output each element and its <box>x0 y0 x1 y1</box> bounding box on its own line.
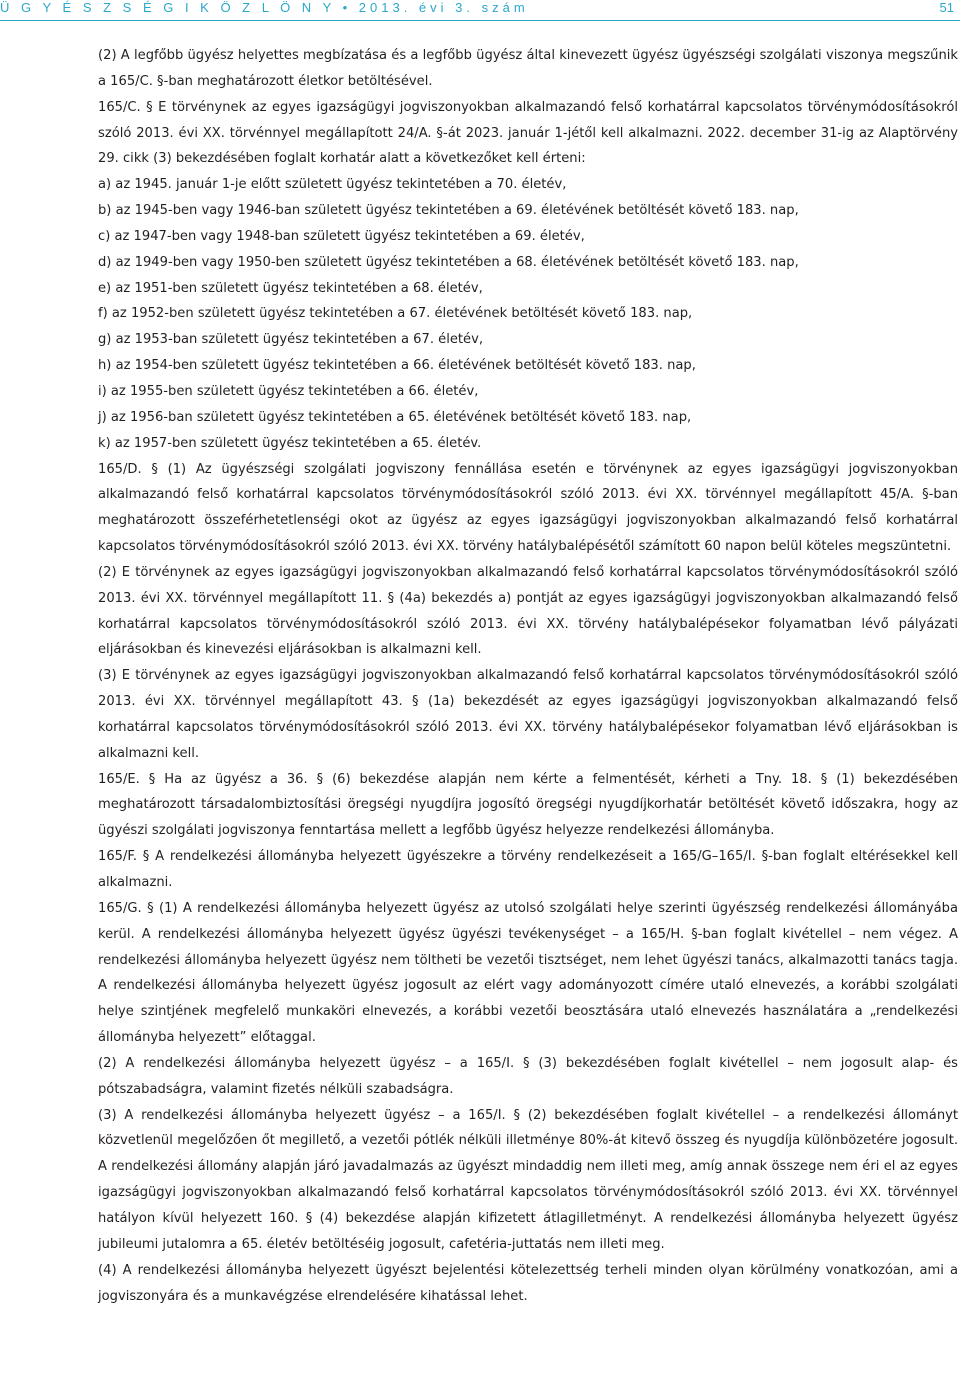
paragraph: 165/D. § (1) Az ügyészségi szolgálati jogviszony fennállása esetén e törvénynek az egyes igazságügyi jogviszonyokban alkalmazandó felső korhatárral kapcsolatos törvénymódosításokról szóló 2013. évi XX. törvénnyel megállapított 45/A. §-ban meghatározott összeférhetetlenségi okot az ügyész az egyes igazságügyi jogviszonyokban alkalmazandó felső korhatárral kapcsolatos törvénymódosításokról szóló 2013. évi XX. törvény hatálybalépésétől számított 60 napon belül köteles megszüntetni. <box>98 461 958 555</box>
list-item: f) az 1952-ben született ügyész tekintetében a 67. életévének betöltését követő 183. nap, <box>98 306 693 322</box>
list-item: a) az 1945. január 1-je előtt született ügyész tekintetében a 70. életév, <box>98 177 567 193</box>
list-item: k) az 1957-ben született ügyész tekintetében a 65. életév. <box>98 435 482 451</box>
paragraph: 165/C. § E törvénynek az egyes igazságügyi jogviszonyokban alkalmazandó felső korhatárral kapcsolatos törvénymódosításokról szóló 2013. évi XX. törvénnyel megállapított 24/A. §-át 2023. január 1-jétől kell alkalmazni. 2022. december 31-ig az Alaptörvény 29. cikk (3) bekezdésében foglalt korhatár alatt a következőket kell érteni: <box>98 99 958 167</box>
document-body <box>98 43 958 1309</box>
paragraph: (2) A rendelkezési állományba helyezett ügyész – a 165/I. § (3) bekezdésében foglalt kivétellel – nem jogosult alap- és pótszabadságra, valamint fizetés nélküli szabadságra. <box>98 1055 958 1097</box>
paragraph: (2) E törvénynek az egyes igazságügyi jogviszonyokban alkalmazandó felső korhatárral kapcsolatos törvénymódosításokról szóló 2013. évi XX. törvénnyel megállapított 11. § (4a) bekezdés a) pontját az egyes igazságügyi jogviszonyokban alkalmazandó felső korhatárral kapcsolatos törvénymódosításokról szóló 2013. évi XX. törvény hatálybalépésekor folyamatban lévő pályázati eljárásokban és kinevezési eljárásokban is alkalmazni kell. <box>98 564 958 658</box>
list-item: e) az 1951-ben született ügyész tekintetében a 68. életév, <box>98 280 483 296</box>
journal-title: Ü G Y É S Z S É G I K Ö Z L Ö N Y • 2013. évi 3. szám <box>0 0 529 15</box>
list-item: b) az 1945-ben vagy 1946-ban született ügyész tekintetében a 69. életévének betöltését követő 183. nap, <box>98 203 799 219</box>
list-item: g) az 1953-ban született ügyész tekintetében a 67. életév, <box>98 332 483 348</box>
list-item: d) az 1949-ben vagy 1950-ben született ügyész tekintetében a 68. életévének betöltését követő 183. nap, <box>98 254 799 270</box>
header-divider <box>0 20 960 21</box>
paragraph: 165/F. § A rendelkezési állományba helyezett ügyészekre a törvény rendelkezéseit a 165/G–165/I. §-ban foglalt eltérésekkel kell alkalmazni. <box>98 849 958 890</box>
paragraph: 165/E. § Ha az ügyész a 36. § (6) bekezdése alapján nem kérte a felmentését, kérheti a Tny. 18. § (1) bekezdésében meghatározott társadalombiztosítási öregségi nyugdíjra jogosító öregségi nyugdíjkorhatár betöltését követő időszakra, hogy az ügyészi szolgálati jogviszonya fenntartása mellett a legfőbb ügyész helyezze rendelkezési állományba. <box>98 771 958 839</box>
paragraph: (4) A rendelkezési állományba helyezett ügyészt bejelentési kötelezettség terheli minden olyan körülmény vonatkozóan, ami a jogviszonyára és a munkavégzése elrendelésére kihatással lehet. <box>98 1262 958 1304</box>
list-item: j) az 1956-ban született ügyész tekintetében a 65. életévének betöltését követő 183. nap, <box>98 409 692 425</box>
list-item: i) az 1955-ben született ügyész tekintetében a 66. életév, <box>98 383 479 399</box>
list-item: h) az 1954-ben született ügyész tekintetében a 66. életévének betöltését követő 183. nap, <box>98 358 696 374</box>
page-number: 51 <box>939 0 954 15</box>
paragraph: (2) A legfőbb ügyész helyettes megbízatása és a legfőbb ügyész által kinevezett ügyész ügyészségi szolgálati viszonya megszűnik a 165/C. §-ban meghatározott életkor betöltésével. <box>98 48 958 89</box>
paragraph: 165/G. § (1) A rendelkezési állományba helyezett ügyész az utolsó szolgálati helye szerinti ügyészség rendelkezési állományába kerül. A rendelkezési állományba helyezett ügyész ügyészi tevékenységet – a 165/H. §-ban foglalt kivétellel – nem végez. A rendelkezési állományba helyezett ügyész nem töltheti be vezetői tisztséget, nem lehet ügyészi tanács, alkalmazotti tanács tagja. A rendelkezési állományba helyezett ügyész jogosult az elért vagy adományozott címére utaló elnevezés, a korábbi szolgálati helye szintjének megfelelő munkaköri elnevezés, a korábbi vezetői beosztására utaló elnevezés használatára a „rendelkezési állományba helyezett” előtaggal. <box>98 900 958 1046</box>
paragraph: (3) E törvénynek az egyes igazságügyi jogviszonyokban alkalmazandó felső korhatárral kapcsolatos törvénymódosításokról szóló 2013. évi XX. törvénnyel megállapított 43. § (1a) bekezdését az egyes igazságügyi jogviszonyokban alkalmazandó felső korhatárral kapcsolatos törvénymódosításokról szóló 2013. évi XX. törvény hatálybalépésekor folyamatban lévő eljárásokban is alkalmazni kell. <box>98 668 958 761</box>
paragraph: (3) A rendelkezési állományba helyezett ügyész – a 165/I. § (2) bekezdésében foglalt kivétellel – a rendelkezési állományt közvetlenül megelőzően őt megillető, a vezetői pótlék nélküli illetménye 80%-át kitevő összeg és nyugdíja különbözetére jogosult. A rendelkezési állomány alapján járó javadalmazás az ügyészt mindaddig nem illeti meg, amíg annak összege nem éri el az egyes igazságügyi jogviszonyokban alkalmazandó felső korhatárral kapcsolatos törvénymódosításokról szóló 2013. évi XX. törvénnyel hatályon kívül helyezett 160. § (4) bekezdése alapján kifizetett átlagilletményt. A rendelkezési állományba helyezett ügyész jubileumi jutalomra a 65. életév betöltéséig jogosult, cafetéria-juttatás nem illeti meg. <box>98 1107 958 1252</box>
list-item: c) az 1947-ben vagy 1948-ban született ügyész tekintetében a 69. életév, <box>98 228 585 244</box>
page-header <box>0 0 960 40</box>
